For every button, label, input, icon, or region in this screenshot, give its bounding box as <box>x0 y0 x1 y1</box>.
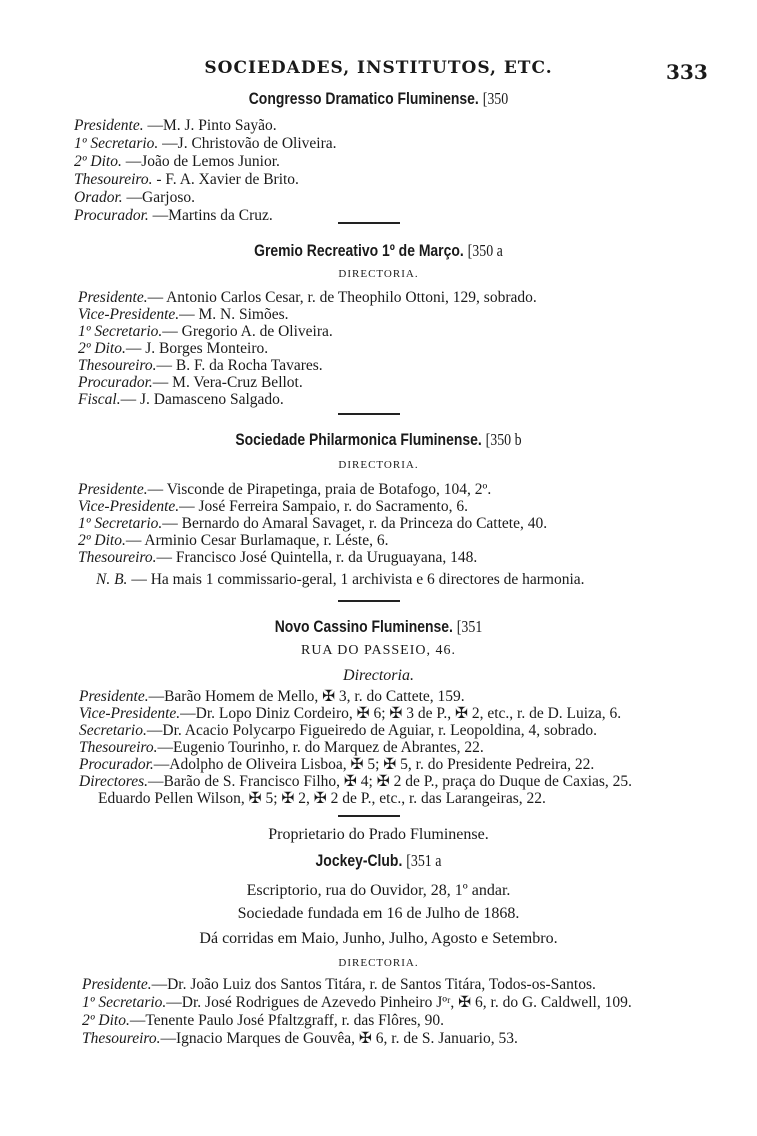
section-ref: [350 a <box>467 241 503 260</box>
entry <box>74 190 195 206</box>
entry-text: —Barão de S. Francisco Filho, ✠ 4; ✠ 2 de P., praça do Duque de Caxias, 25. <box>148 773 633 790</box>
entry-role: Procurador. <box>79 756 154 773</box>
section-title-text: Sociedade Philarmonica Fluminense. <box>235 430 482 449</box>
section-subhead: Directoria. <box>343 667 414 684</box>
entry-role: 1º Secretario. <box>82 994 167 1011</box>
section-ref: [350 b <box>485 430 522 449</box>
entry <box>79 757 594 773</box>
divider <box>338 815 400 817</box>
section-title <box>68 851 689 871</box>
section-subhead: DIRECTORIA. <box>338 459 419 471</box>
section-ref: [351 <box>456 617 483 636</box>
entry-text: —Dr. João Luiz dos Santos Titára, r. de Santos Titára, Todos-os-Santos. <box>151 976 596 993</box>
entry <box>79 706 621 722</box>
entry <box>96 572 585 588</box>
entry-text: —J. Christovão de Oliveira. <box>158 135 337 152</box>
entry-text: — Ha mais 1 commissario-geral, 1 archivista e 6 directores de harmonia. <box>127 571 585 588</box>
section-title <box>68 430 689 450</box>
entry-text: — Antonio Carlos Cesar, r. de Theophilo Ottoni, 129, sobrado. <box>147 289 537 306</box>
section-ref: [351 a <box>406 851 442 870</box>
entry <box>78 516 547 532</box>
entry <box>79 774 632 790</box>
entry-role: Vice-Presidente. <box>79 705 181 722</box>
entry <box>74 118 277 134</box>
entry-role: Thesoureiro. <box>78 357 157 374</box>
entry-text: — M. Vera-Cruz Bellot. <box>152 374 303 391</box>
entry-text: —Dr. José Rodrigues de Azevedo Pinheiro Jºʳ, ✠ 6, r. do G. Caldwell, 109. <box>166 994 632 1011</box>
entry-text: — M. N. Simões. <box>179 306 289 323</box>
entry <box>82 977 596 993</box>
entry-text: —Ignacio Marques de Gouvêa, ✠ 6, r. de S. Januario, 53. <box>160 1030 518 1047</box>
section-pretitle: Proprietario do Prado Fluminense. <box>268 826 489 843</box>
info-line: Sociedade fundada em 16 de Julho de 1868. <box>237 905 520 922</box>
entry <box>79 689 465 705</box>
entry-role: Presidente. <box>79 688 149 705</box>
entry-role: Fiscal. <box>78 391 121 408</box>
entry-role: 2º Dito. <box>78 532 126 549</box>
entry-text: —Eugenio Tourinho, r. do Marquez de Abrantes, 22. <box>157 739 484 756</box>
entry-text: —Dr. Lopo Diniz Cordeiro, ✠ 6; ✠ 3 de P., ✠ 2, etc., r. de D. Luiza, 6. <box>180 705 622 722</box>
section-title <box>68 241 689 261</box>
entry <box>78 392 284 408</box>
section-title-text: Jockey-Club. <box>315 851 403 870</box>
info-line: Escriptorio, rua do Ouvidor, 28, 1º andar. <box>246 882 511 899</box>
entry <box>98 791 546 807</box>
entry-text: — Gregorio A. de Oliveira. <box>162 323 333 340</box>
entry <box>82 1013 444 1029</box>
entry-role: 2º Dito. <box>82 1012 130 1029</box>
section-title-text: Congresso Dramatico Fluminense. <box>248 89 479 108</box>
entry-text: — Arminio Cesar Burlamaque, r. Léste, 6. <box>125 532 389 549</box>
entry-role: Directores. <box>79 773 149 790</box>
entry-role: 2º Dito. <box>74 153 122 170</box>
entry-text: — Francisco José Quintella, r. da Uruguayana, 148. <box>156 549 478 566</box>
entry-role: Presidente. <box>78 481 148 498</box>
entry-text: — José Ferreira Sampaio, r. do Sacramento, 6. <box>179 498 468 515</box>
entry-text: —Tenente Paulo José Pfaltzgraff, r. das Flôres, 90. <box>129 1012 445 1029</box>
entry-text: —M. J. Pinto Sayão. <box>143 117 277 134</box>
entry-text: —João de Lemos Junior. <box>121 153 280 170</box>
entry-text: —Martins da Cruz. <box>148 207 273 224</box>
entry-text: — Bernardo do Amaral Savaget, r. da Princeza do Cattete, 40. <box>162 515 548 532</box>
entry-text: Eduardo Pellen Wilson, ✠ 5; ✠ 2, ✠ 2 de P., etc., r. das Larangeiras, 22. <box>98 790 546 807</box>
entry <box>78 358 323 374</box>
entry <box>82 1031 518 1047</box>
entry-role: 1º Secretario. <box>74 135 159 152</box>
entry-text: - F. A. Xavier de Brito. <box>152 171 299 188</box>
entry <box>78 375 303 391</box>
page-number: 333 <box>666 60 708 84</box>
entry-text: — J. Damasceno Salgado. <box>120 391 284 408</box>
entry <box>78 307 289 323</box>
entry-role: Thesoureiro. <box>74 171 153 188</box>
section-address: RUA DO PASSEIO, 46. <box>300 643 456 658</box>
section-title <box>68 617 689 637</box>
entry <box>78 341 268 357</box>
section-title <box>68 89 689 109</box>
divider <box>338 413 400 415</box>
entry <box>78 533 388 549</box>
entry-text: —Adolpho de Oliveira Lisboa, ✠ 5; ✠ 5, r. do Presidente Pedreira, 22. <box>153 756 595 773</box>
divider <box>338 222 400 224</box>
entry <box>74 136 337 152</box>
entry-role: Presidente. <box>82 976 152 993</box>
entry-role: Thesoureiro. <box>82 1030 161 1047</box>
entry-role: Orador. <box>74 189 123 206</box>
info-line: Dá corridas em Maio, Junho, Julho, Agosto e Setembro. <box>199 930 558 947</box>
section-ref: [350 <box>482 89 509 108</box>
entry-text: —Garjoso. <box>122 189 195 206</box>
entry-text: —Barão Homem de Mello, ✠ 3, r. do Cattete, 159. <box>148 688 465 705</box>
entry <box>79 723 597 739</box>
entry <box>78 482 491 498</box>
entry-role: 1º Secretario. <box>78 515 163 532</box>
running-head: SOCIEDADES, INSTITUTOS, ETC. <box>204 58 553 78</box>
entry <box>74 154 280 170</box>
section-title-text: Gremio Recreativo 1º de Março. <box>254 241 464 260</box>
entry-role: Thesoureiro. <box>79 739 158 756</box>
section-title-text: Novo Cassino Fluminense. <box>274 617 453 636</box>
entry <box>78 290 537 306</box>
divider <box>338 600 400 602</box>
entry-role: Thesoureiro. <box>78 549 157 566</box>
entry-role: Secretario. <box>79 722 147 739</box>
entry-role: 1º Secretario. <box>78 323 163 340</box>
entry-role: Procurador. <box>74 207 149 224</box>
entry-role: Vice-Presidente. <box>78 498 180 515</box>
entry-role: Procurador. <box>78 374 153 391</box>
entry <box>82 995 632 1011</box>
entry-text: — B. F. da Rocha Tavares. <box>156 357 323 374</box>
entry-role: N. B. <box>96 571 128 588</box>
entry <box>78 550 477 566</box>
entry-role: Vice-Presidente. <box>78 306 180 323</box>
entry-role: 2º Dito. <box>78 340 126 357</box>
entry-role: Presidente. <box>74 117 144 134</box>
entry-text: — J. Borges Monteiro. <box>125 340 269 357</box>
entry-text: — Visconde de Pirapetinga, praia de Botafogo, 104, 2º. <box>147 481 492 498</box>
entry <box>78 499 468 515</box>
entry <box>74 172 299 188</box>
entry-text: —Dr. Acacio Polycarpo Figueiredo de Aguiar, r. Leopoldina, 4, sobrado. <box>146 722 597 739</box>
entry <box>79 740 484 756</box>
section-subhead: DIRECTORIA. <box>338 268 419 280</box>
entry <box>78 324 333 340</box>
section-subhead: DIRECTORIA. <box>338 957 419 969</box>
entry-role: Presidente. <box>78 289 148 306</box>
entry <box>74 208 273 224</box>
